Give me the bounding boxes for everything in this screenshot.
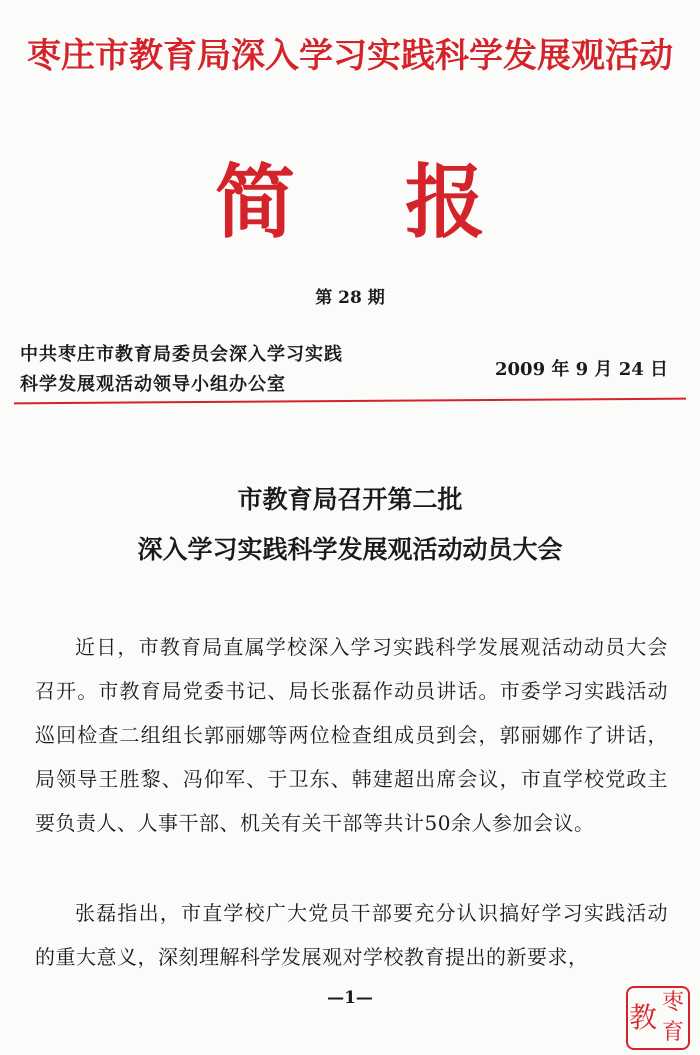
article-title-line2: 深入学习实践科学发展观活动动员大会 — [137, 535, 563, 564]
bulletin-org-title: 枣庄市教育局深入学习实践科学发展观活动 — [27, 36, 673, 76]
article-title-line1: 市教育局召开第二批 — [237, 485, 463, 514]
bulletin-brief-title: 简报 — [215, 155, 595, 249]
issue-number: 第 28 期 — [315, 288, 385, 308]
issuing-office — [20, 340, 343, 400]
red-seal-stamp — [626, 986, 690, 1050]
article-paragraph-1: 近日，市教育局直属学校深入学习实践科学发展观活动动员大会召开。市教育局党委书记、局长张磊作动员讲话。市委学习实践活动巡回检查二组组长郭丽娜等两位检查组成员到会，郭丽娜作了讲话，局领导王胜黎、冯仰军、于卫东、韩建超出席会议，市直学校党政主要负责人、人事干部、机关有关干部等共计50余人参加会议。 — [35, 635, 668, 835]
issue-date: 2009 年 9 月 24 日 — [495, 359, 669, 380]
seal-char: 枣 — [661, 990, 684, 1015]
seal-char: 育 — [661, 1020, 684, 1045]
seal-char: 教 — [628, 1001, 657, 1034]
page-number: —1— — [327, 988, 373, 1008]
issuing-office-line1: 中共枣庄市教育局委员会深入学习实践 — [20, 344, 343, 365]
article-paragraph-2: 张磊指出，市直学校广大党员干部要充分认识搞好学习实践活动的重大意义，深刻理解科学发展观对学校教育提出的新要求， — [35, 901, 668, 969]
issuing-office-line2: 科学发展观活动领导小组办公室 — [20, 374, 286, 395]
